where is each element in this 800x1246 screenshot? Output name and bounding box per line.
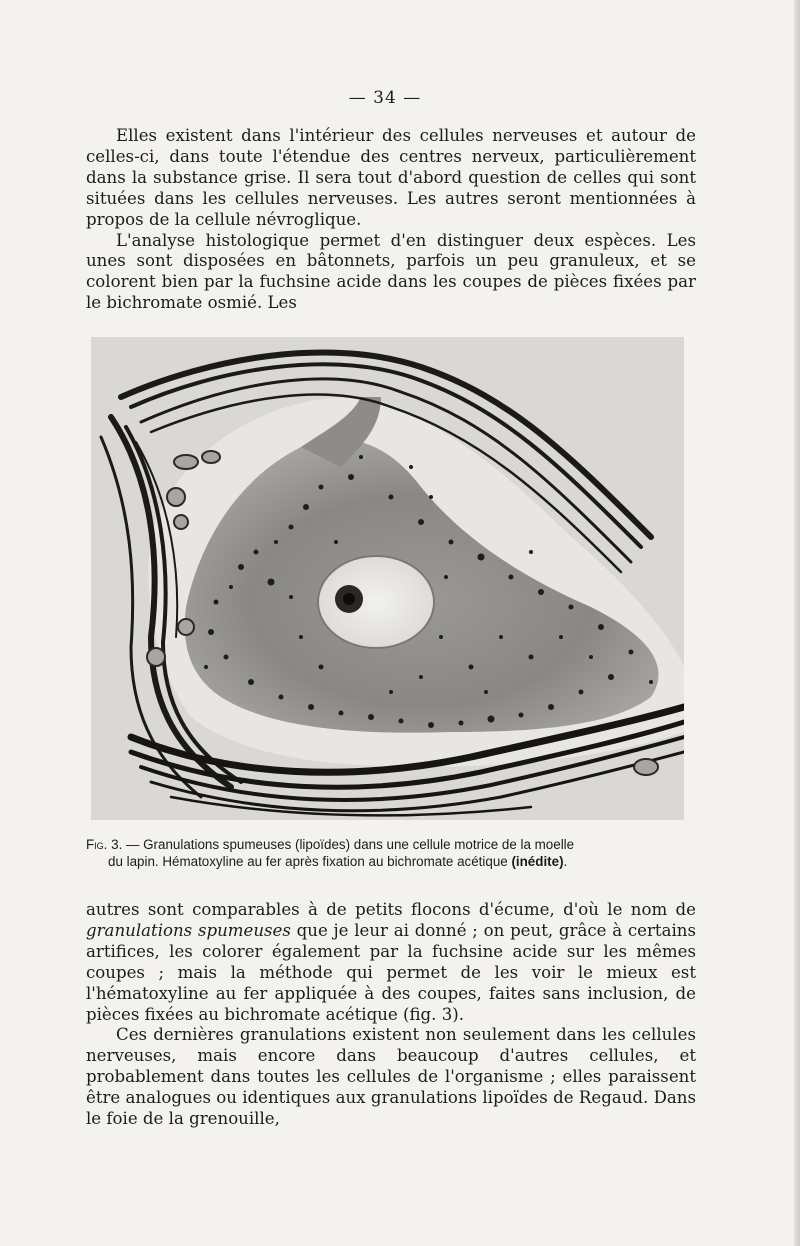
paragraph-1: Elles existent dans l'intérieur des cellules nerveuses et autour de celles-ci, dans toute l'étendue des centres nerveux, particulièrement dans la substance grise. Il sera tout d'abord question de celles qui sont situées dans les cellules nerveuses. Les autres seront mentionnées à propos de la cellule névroglique. bbox=[86, 126, 696, 229]
top-text-block bbox=[86, 126, 696, 314]
page-number: — 34 — bbox=[348, 88, 422, 108]
caption-line-1: Granulations spumeuses (lipoïdes) dans une cellule motrice de la moelle bbox=[143, 837, 575, 852]
caption-bold: (inédite) bbox=[511, 854, 564, 869]
page-edge bbox=[794, 0, 800, 1246]
paragraph-3-start: autres sont comparables à de petits flocons d'écume, d'où le nom de bbox=[86, 900, 696, 919]
caption-end: . bbox=[563, 854, 568, 869]
caption-line-2: du lapin. Hématoxyline au fer après fixation au bichromate acétique bbox=[108, 854, 508, 869]
paragraph-3-rest: que je leur ai donné ; on peut, grâce à certains artifices, les colorer également par la fuchsine acide sur les mêmes coupes ; mais la méthode qui permet de les voir le mieux est l'hématoxyline au fer appliquée à des coupes, faites sans inclusion, de pièces fixées au bichromate acétique (fig. 3). bbox=[86, 920, 696, 1024]
paragraph-4: Ces dernières granulations existent non seulement dans les cellules nerveuses, mais encore dans beaucoup d'autres cellules, et probablement dans toutes les cellules de l'organisme ; elles paraissent être analogues ou identiques aux granulations lipoïdes de Regaud. Dans le foie de la grenouille, bbox=[86, 1025, 696, 1129]
figure-label: Fig. 3. bbox=[86, 837, 123, 852]
nerve-cell-drawing bbox=[91, 337, 684, 820]
figure-caption bbox=[86, 836, 696, 870]
bottom-text-block bbox=[86, 900, 696, 1130]
paragraph-2: L'analyse histologique permet d'en distinguer deux espèces. Les unes sont disposées en bâtonnets, parfois un peu granuleux, et se colorent bien par la fuchsine acide dans les coupes de pièces fixées par le bichromate osmié. Les bbox=[86, 230, 696, 313]
paragraph-3 bbox=[86, 900, 696, 1025]
granulations-term: granulations spumeuses bbox=[86, 920, 291, 940]
figure-dash: — bbox=[122, 837, 144, 852]
figure-illustration bbox=[91, 337, 684, 820]
caption-line-2-wrapper bbox=[86, 853, 696, 870]
